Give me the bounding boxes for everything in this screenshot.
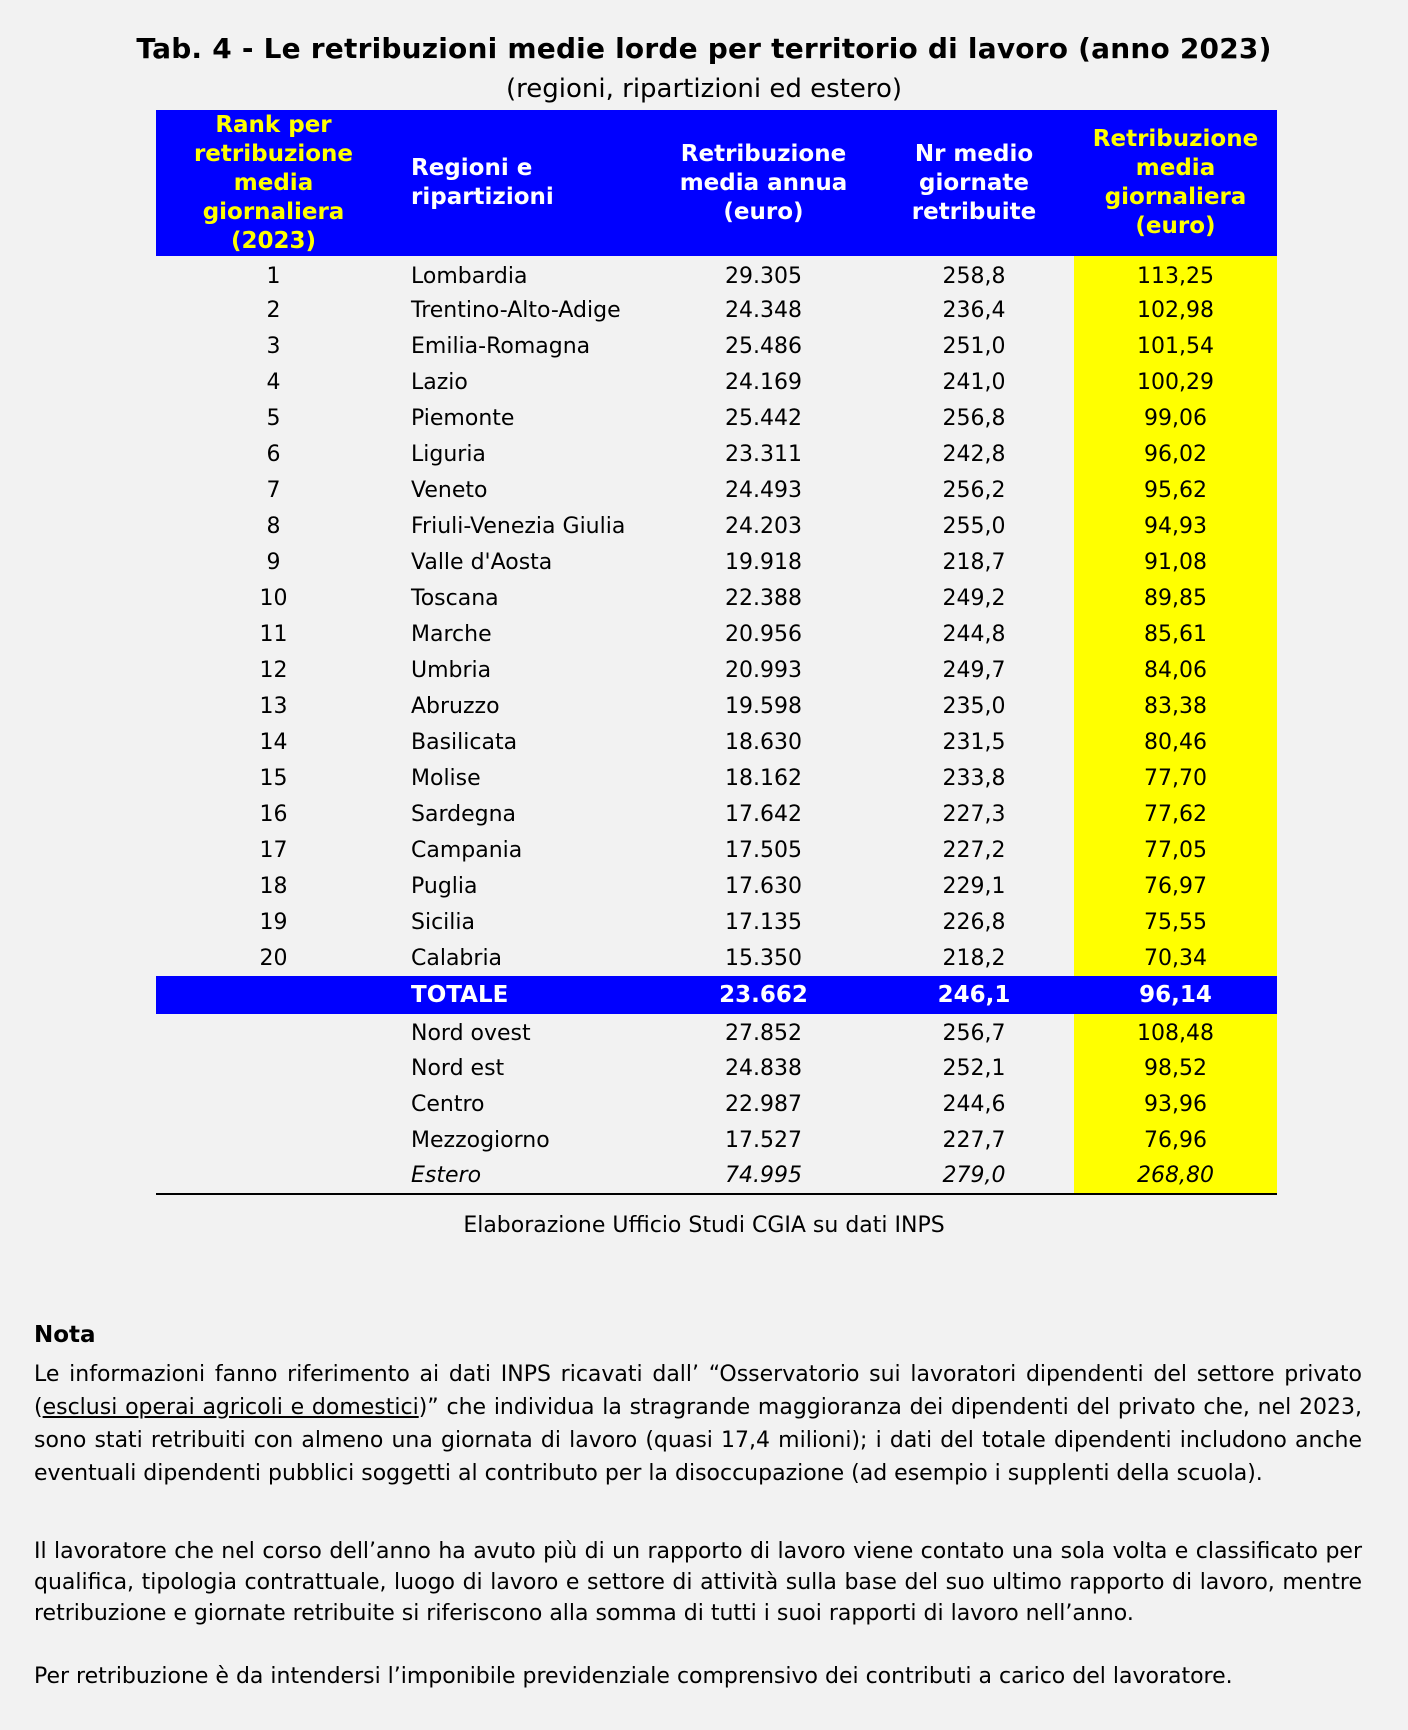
note-paragraph-2: Il lavoratore che nel corso dell’anno ha avuto più di un rapporto di lavoro viene contato una sola volta e classificato per qualifica, tipologia contrattuale, luogo di lavoro e settore di attività sulla base del suo ultimo rapporto di lavoro, mentre retribuzione e giornate retribuite si riferiscono alla somma di tutti i suoi rapporti di lavoro nell’anno. bbox=[34, 1539, 1362, 1626]
area-row bbox=[156, 1086, 1277, 1122]
annual-wage: 17.505 bbox=[725, 837, 802, 863]
header-days bbox=[874, 110, 1074, 256]
wages-table bbox=[156, 110, 1277, 1195]
header-region-line: Regioni e bbox=[411, 155, 533, 181]
paid-days: 249,7 bbox=[942, 657, 1006, 683]
paid-days: 218,2 bbox=[942, 945, 1006, 971]
daily-wage: 83,38 bbox=[1074, 688, 1277, 724]
daily-wage: 108,48 bbox=[1074, 1014, 1277, 1050]
region-name: Calabria bbox=[411, 945, 503, 971]
region-name: Sardegna bbox=[411, 801, 516, 827]
daily-wage: 89,85 bbox=[1074, 580, 1277, 616]
annual-wage: 17.630 bbox=[725, 873, 802, 899]
daily-wage: 96,02 bbox=[1074, 436, 1277, 472]
region-name: Basilicata bbox=[411, 729, 518, 755]
region-name: Abruzzo bbox=[411, 693, 500, 719]
region-name: Friuli-Venezia Giulia bbox=[411, 513, 626, 539]
total-row bbox=[156, 976, 1277, 1014]
annual-wage: 18.630 bbox=[725, 729, 802, 755]
paid-days: 256,7 bbox=[942, 1021, 1006, 1046]
region-row bbox=[156, 472, 1277, 508]
rank-cell: 15 bbox=[259, 765, 288, 791]
note-p1-before: Le informazioni fanno riferimento ai dati INPS ricavati dall’ “Osservatorio sui lavoratori dipendenti del settore privato ( bbox=[34, 1362, 1362, 1420]
daily-wage: 94,93 bbox=[1074, 508, 1277, 544]
rank-cell: 14 bbox=[259, 729, 288, 755]
daily-wage: 75,55 bbox=[1074, 904, 1277, 940]
abroad-daily: 268,80 bbox=[1074, 1158, 1277, 1194]
header-rank-line: retribuzione bbox=[193, 140, 354, 167]
region-row bbox=[156, 688, 1277, 724]
rank-cell: 2 bbox=[266, 297, 281, 323]
header-daily-line: (euro) bbox=[1135, 213, 1216, 239]
header-rank-line: (2023) bbox=[230, 227, 317, 254]
region-row bbox=[156, 436, 1277, 472]
rank-cell: 4 bbox=[266, 369, 281, 395]
paid-days: 218,7 bbox=[942, 549, 1006, 575]
region-row bbox=[156, 292, 1277, 328]
annual-wage: 24.203 bbox=[725, 513, 802, 539]
daily-wage: 98,52 bbox=[1074, 1050, 1277, 1086]
region-name: Campania bbox=[411, 837, 523, 863]
paid-days: 255,0 bbox=[942, 513, 1006, 539]
paid-days: 227,3 bbox=[942, 801, 1006, 827]
region-row bbox=[156, 832, 1277, 868]
daily-wage: 113,25 bbox=[1074, 256, 1277, 292]
region-row bbox=[156, 724, 1277, 760]
daily-wage: 102,98 bbox=[1074, 292, 1277, 328]
daily-wage: 80,46 bbox=[1074, 724, 1277, 760]
area-row bbox=[156, 1122, 1277, 1158]
abroad-annual: 74.995 bbox=[725, 1163, 802, 1188]
paid-days: 229,1 bbox=[942, 873, 1006, 899]
header-region-line: ripartizioni bbox=[411, 184, 554, 210]
region-name: Toscana bbox=[411, 585, 499, 611]
note-p1-after: )” che individua la stragrande maggioranza dei dipendenti del privato che, nel 2023, sono stati retribuiti con almeno una giornata di lavoro (quasi 17,4 milioni); i dati del totale dipendenti includono anche eventuali dipendenti pubblici soggetti al contributo per la disoccupazione (ad esempio i supplenti della scuola). bbox=[34, 1395, 1362, 1486]
total-label: TOTALE bbox=[411, 982, 509, 1008]
annual-wage: 19.598 bbox=[725, 693, 802, 719]
paid-days: 242,8 bbox=[942, 441, 1006, 467]
region-name: Molise bbox=[411, 765, 481, 791]
header-region bbox=[391, 110, 653, 256]
region-name: Emilia-Romagna bbox=[411, 333, 591, 359]
note-title: Nota bbox=[34, 1322, 96, 1348]
table-header bbox=[156, 110, 1277, 256]
rank-cell: 5 bbox=[266, 405, 281, 431]
region-row bbox=[156, 940, 1277, 976]
region-name: Lombardia bbox=[411, 263, 528, 289]
annual-wage: 25.442 bbox=[725, 405, 802, 431]
daily-wage: 84,06 bbox=[1074, 652, 1277, 688]
annual-wage: 22.388 bbox=[725, 585, 802, 611]
region-row bbox=[156, 652, 1277, 688]
region-row bbox=[156, 508, 1277, 544]
daily-wage: 93,96 bbox=[1074, 1086, 1277, 1122]
paid-days: 227,2 bbox=[942, 837, 1006, 863]
source-note: Elaborazione Ufficio Studi CGIA su dati INPS bbox=[463, 1213, 945, 1238]
area-row bbox=[156, 1050, 1277, 1086]
annual-wage: 20.993 bbox=[725, 657, 802, 683]
rank-cell: 18 bbox=[259, 873, 288, 899]
region-row bbox=[156, 580, 1277, 616]
paid-days: 227,7 bbox=[942, 1127, 1006, 1153]
region-name: Marche bbox=[411, 621, 492, 647]
daily-wage: 95,62 bbox=[1074, 472, 1277, 508]
rank-cell bbox=[156, 1086, 391, 1122]
header-annual bbox=[653, 110, 874, 256]
annual-wage: 17.642 bbox=[725, 801, 802, 827]
rank-cell: 3 bbox=[266, 333, 281, 359]
annual-wage: 24.169 bbox=[725, 369, 802, 395]
annual-wage: 24.348 bbox=[725, 297, 802, 323]
abroad-rank-cell bbox=[156, 1158, 391, 1194]
header-annual-line: media annua bbox=[679, 169, 848, 196]
daily-wage: 100,29 bbox=[1074, 364, 1277, 400]
paid-days: 252,1 bbox=[942, 1055, 1006, 1081]
header-daily-line: Retribuzione bbox=[1092, 126, 1259, 152]
daily-wage: 77,70 bbox=[1074, 760, 1277, 796]
table-title: Tab. 4 - Le retribuzioni medie lorde per territorio di lavoro (anno 2023) bbox=[136, 32, 1272, 65]
annual-wage: 20.956 bbox=[725, 621, 802, 647]
region-name: Lazio bbox=[411, 369, 468, 395]
daily-wage: 99,06 bbox=[1074, 400, 1277, 436]
annual-wage: 27.852 bbox=[725, 1021, 802, 1046]
header-rank-line: media giornaliera bbox=[202, 169, 345, 225]
region-name: Veneto bbox=[411, 477, 488, 503]
annual-wage: 17.135 bbox=[725, 909, 802, 935]
abroad-row bbox=[156, 1158, 1277, 1194]
region-name: Trentino-Alto-Adige bbox=[411, 297, 621, 323]
header-days-line: retribuite bbox=[911, 198, 1037, 225]
header-daily bbox=[1074, 110, 1277, 256]
rank-cell bbox=[156, 1014, 391, 1050]
rank-cell: 17 bbox=[259, 837, 288, 863]
region-row bbox=[156, 904, 1277, 940]
rank-cell: 19 bbox=[259, 909, 288, 935]
header-rank bbox=[156, 110, 391, 256]
region-name: Sicilia bbox=[411, 909, 475, 935]
paid-days: 256,2 bbox=[942, 477, 1006, 503]
header-days-line: Nr medio bbox=[914, 140, 1034, 167]
abroad-days: 279,0 bbox=[942, 1163, 1006, 1188]
daily-wage: 77,62 bbox=[1074, 796, 1277, 832]
daily-wage: 70,34 bbox=[1074, 940, 1277, 976]
annual-wage: 19.918 bbox=[725, 549, 802, 575]
rank-cell bbox=[156, 1050, 391, 1086]
annual-wage: 23.311 bbox=[725, 441, 802, 467]
note-paragraph-1 bbox=[34, 1358, 1362, 1490]
annual-wage: 17.527 bbox=[725, 1127, 802, 1153]
paid-days: 236,4 bbox=[942, 297, 1006, 323]
annual-wage: 22.987 bbox=[725, 1091, 802, 1117]
rank-cell: 1 bbox=[266, 263, 281, 289]
region-row bbox=[156, 760, 1277, 796]
paid-days: 233,8 bbox=[942, 765, 1006, 791]
region-row bbox=[156, 364, 1277, 400]
annual-wage: 15.350 bbox=[725, 945, 802, 971]
region-row bbox=[156, 256, 1277, 292]
paid-days: 231,5 bbox=[942, 729, 1006, 755]
region-name: Mezzogiorno bbox=[411, 1127, 550, 1153]
rank-cell: 8 bbox=[266, 513, 281, 539]
rank-cell: 7 bbox=[266, 477, 281, 503]
region-row bbox=[156, 796, 1277, 832]
area-row bbox=[156, 1014, 1277, 1050]
rank-cell bbox=[156, 1122, 391, 1158]
daily-wage: 76,97 bbox=[1074, 868, 1277, 904]
abroad-label: Estero bbox=[411, 1163, 482, 1188]
region-name: Valle d'Aosta bbox=[411, 549, 553, 575]
region-row bbox=[156, 544, 1277, 580]
rank-cell: 10 bbox=[259, 585, 288, 611]
annual-wage: 29.305 bbox=[725, 263, 802, 289]
paid-days: 235,0 bbox=[942, 693, 1006, 719]
region-name: Nord est bbox=[411, 1055, 505, 1081]
paid-days: 249,2 bbox=[942, 585, 1006, 611]
annual-wage: 18.162 bbox=[725, 765, 802, 791]
note-p1-underlined: esclusi operai agricoli e domestici bbox=[42, 1395, 419, 1420]
annual-wage: 24.493 bbox=[725, 477, 802, 503]
header-daily-line: giornaliera bbox=[1104, 184, 1247, 210]
paid-days: 256,8 bbox=[942, 405, 1006, 431]
total-days: 246,1 bbox=[937, 982, 1011, 1008]
region-row bbox=[156, 328, 1277, 364]
region-name: Umbria bbox=[411, 657, 492, 683]
rank-cell: 20 bbox=[259, 945, 288, 971]
total-rank-cell bbox=[156, 976, 391, 1014]
paid-days: 241,0 bbox=[942, 369, 1006, 395]
paid-days: 251,0 bbox=[942, 333, 1006, 359]
table-subtitle: (regioni, ripartizioni ed estero) bbox=[506, 74, 902, 104]
paid-days: 258,8 bbox=[942, 263, 1006, 289]
region-row bbox=[156, 400, 1277, 436]
header-daily-line: media bbox=[1135, 155, 1216, 181]
rank-cell: 13 bbox=[259, 693, 288, 719]
note-paragraph-3: Per retribuzione è da intendersi l’imponibile previdenziale comprensivo dei contributi a carico del lavoratore. bbox=[34, 1664, 1233, 1689]
region-name: Piemonte bbox=[411, 405, 515, 431]
table-body bbox=[156, 256, 1277, 1194]
region-name: Centro bbox=[411, 1091, 485, 1117]
daily-wage: 77,05 bbox=[1074, 832, 1277, 868]
rank-cell: 16 bbox=[259, 801, 288, 827]
rank-cell: 12 bbox=[259, 657, 288, 683]
daily-wage: 85,61 bbox=[1074, 616, 1277, 652]
daily-wage: 91,08 bbox=[1074, 544, 1277, 580]
daily-wage: 76,96 bbox=[1074, 1122, 1277, 1158]
paid-days: 244,6 bbox=[942, 1091, 1006, 1117]
region-row bbox=[156, 616, 1277, 652]
rank-cell: 6 bbox=[266, 441, 281, 467]
region-name: Liguria bbox=[411, 441, 486, 467]
region-name: Puglia bbox=[411, 873, 478, 899]
header-annual-line: Retribuzione bbox=[680, 140, 847, 167]
total-annual: 23.662 bbox=[719, 982, 808, 1008]
header-days-line: giornate bbox=[919, 169, 1029, 196]
rank-cell: 9 bbox=[266, 549, 281, 575]
header-annual-line: (euro) bbox=[723, 198, 804, 225]
annual-wage: 25.486 bbox=[725, 333, 802, 359]
annual-wage: 24.838 bbox=[725, 1055, 802, 1081]
header-rank-line: Rank per bbox=[215, 111, 332, 138]
region-row bbox=[156, 868, 1277, 904]
total-daily: 96,14 bbox=[1074, 976, 1277, 1014]
rank-cell: 11 bbox=[259, 621, 288, 647]
paid-days: 244,8 bbox=[942, 621, 1006, 647]
region-name: Nord ovest bbox=[411, 1021, 531, 1046]
daily-wage: 101,54 bbox=[1074, 328, 1277, 364]
paid-days: 226,8 bbox=[942, 909, 1006, 935]
